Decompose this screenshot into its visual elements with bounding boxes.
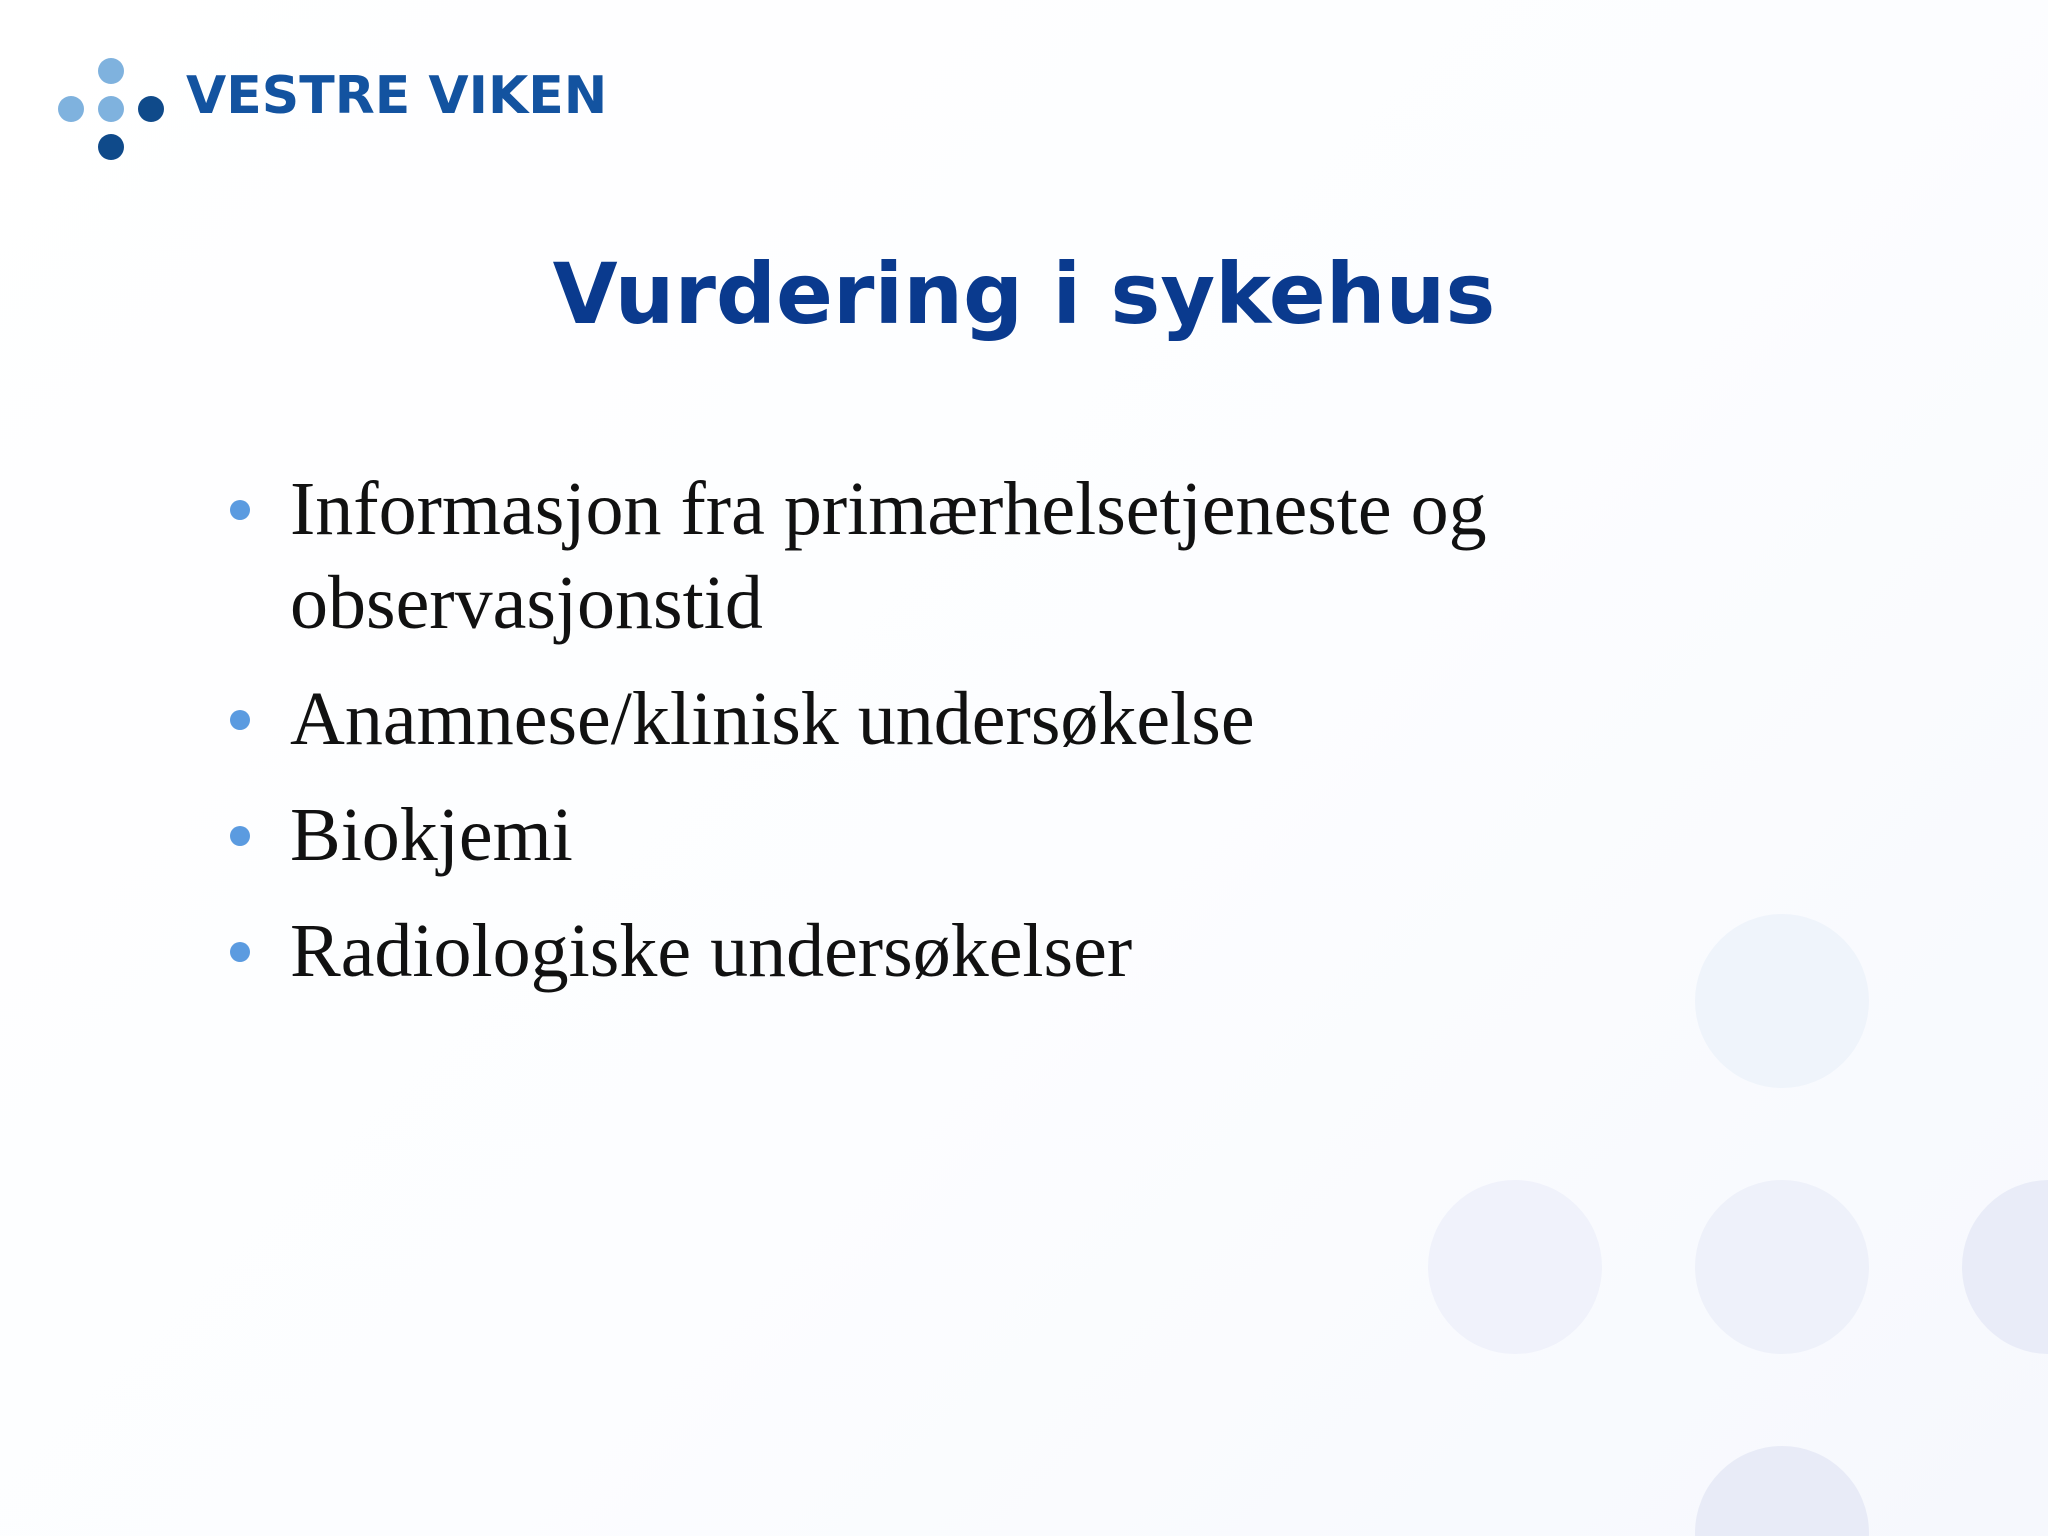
bullet-text: Anamnese/klinisk undersøkelse — [290, 677, 1255, 761]
logo-dot-bottom — [98, 134, 124, 160]
bullet-item — [224, 904, 1784, 998]
decorative-circle — [1428, 1180, 1602, 1354]
bullet-list — [224, 462, 1784, 1020]
vestre-viken-logo — [56, 56, 608, 166]
bullet-text: Biokjemi — [290, 793, 573, 877]
bullet-icon — [230, 942, 250, 962]
bullet-item — [224, 462, 1784, 650]
bullet-item — [224, 672, 1784, 766]
bullet-icon — [230, 710, 250, 730]
logo-text: VESTRE VIKEN — [186, 66, 608, 126]
bullet-text: Radiologiske undersøkelser — [290, 909, 1133, 993]
logo-dot-center — [98, 96, 124, 122]
decorative-circle — [1695, 1446, 1869, 1536]
logo-dot-left — [58, 96, 84, 122]
bullet-item — [224, 788, 1784, 882]
logo-dot-top — [98, 58, 124, 84]
logo-dot-right — [138, 96, 164, 122]
bullet-icon — [230, 500, 250, 520]
bullet-text: Informasjon fra primærhelsetjeneste og observasjonstid — [290, 467, 1487, 645]
slide-title: Vurdering i sykehus — [552, 245, 1496, 343]
decorative-circle — [1695, 914, 1869, 1088]
decorative-circle — [1695, 1180, 1869, 1354]
bullet-icon — [230, 826, 250, 846]
decorative-circle — [1962, 1180, 2048, 1354]
